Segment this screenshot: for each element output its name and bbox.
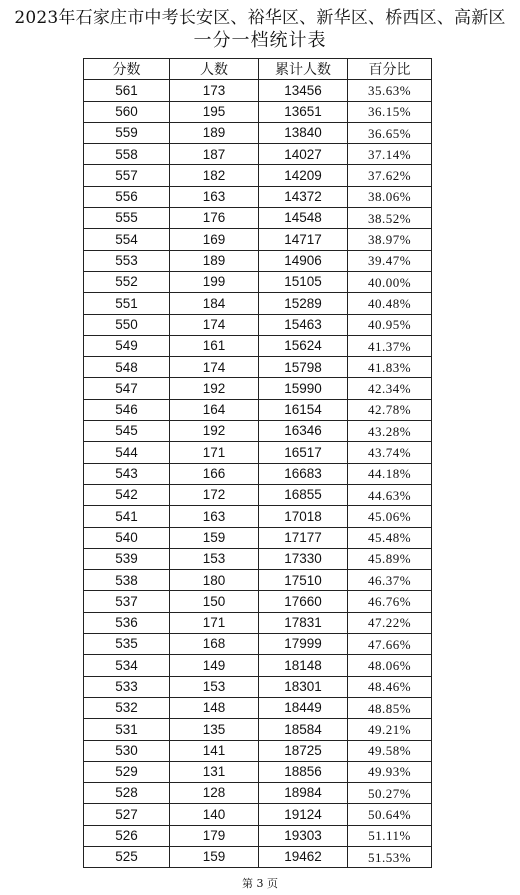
cumulative-cell: 17660 bbox=[259, 591, 348, 612]
table-row bbox=[84, 271, 432, 292]
table-row bbox=[84, 314, 432, 335]
count-cell: 195 bbox=[170, 101, 259, 122]
cumulative-cell: 14372 bbox=[259, 186, 348, 207]
score-cell: 541 bbox=[84, 506, 170, 527]
table-row bbox=[84, 421, 432, 442]
table-row bbox=[84, 335, 432, 356]
table-row bbox=[84, 442, 432, 463]
count-cell: 153 bbox=[170, 676, 259, 697]
cumulative-cell: 15624 bbox=[259, 335, 348, 356]
count-cell: 182 bbox=[170, 165, 259, 186]
cumulative-cell: 14906 bbox=[259, 250, 348, 271]
count-cell: 174 bbox=[170, 357, 259, 378]
table-row bbox=[84, 591, 432, 612]
percent-cell: 46.76% bbox=[348, 591, 432, 612]
score-cell: 542 bbox=[84, 484, 170, 505]
percent-cell: 38.06% bbox=[348, 186, 432, 207]
document-title: 2023年石家庄市中考长安区、裕华区、新华区、桥西区、高新区 bbox=[14, 8, 506, 28]
percent-cell: 47.22% bbox=[348, 612, 432, 633]
percent-cell: 40.48% bbox=[348, 293, 432, 314]
cumulative-cell: 14027 bbox=[259, 144, 348, 165]
cumulative-cell: 18584 bbox=[259, 719, 348, 740]
count-cell: 179 bbox=[170, 825, 259, 846]
count-cell: 171 bbox=[170, 442, 259, 463]
percent-cell: 36.65% bbox=[348, 122, 432, 143]
percent-cell: 50.27% bbox=[348, 783, 432, 804]
percent-cell: 37.14% bbox=[348, 144, 432, 165]
table-row bbox=[84, 186, 432, 207]
table-row bbox=[84, 719, 432, 740]
table-row bbox=[84, 378, 432, 399]
percent-cell: 48.46% bbox=[348, 676, 432, 697]
count-cell: 131 bbox=[170, 761, 259, 782]
column-header-count: 人数 bbox=[170, 59, 259, 80]
cumulative-cell: 19303 bbox=[259, 825, 348, 846]
table-row bbox=[84, 655, 432, 676]
table-row bbox=[84, 80, 432, 101]
count-cell: 161 bbox=[170, 335, 259, 356]
table-row bbox=[84, 208, 432, 229]
table-row bbox=[84, 783, 432, 804]
percent-cell: 37.62% bbox=[348, 165, 432, 186]
table-row bbox=[84, 122, 432, 143]
score-cell: 543 bbox=[84, 463, 170, 484]
table-row bbox=[84, 676, 432, 697]
cumulative-cell: 16517 bbox=[259, 442, 348, 463]
count-cell: 172 bbox=[170, 484, 259, 505]
cumulative-cell: 14717 bbox=[259, 229, 348, 250]
count-cell: 187 bbox=[170, 144, 259, 165]
score-cell: 526 bbox=[84, 825, 170, 846]
score-cell: 527 bbox=[84, 804, 170, 825]
table-row bbox=[84, 293, 432, 314]
table-row bbox=[84, 846, 432, 867]
score-cell: 559 bbox=[84, 122, 170, 143]
count-cell: 163 bbox=[170, 506, 259, 527]
count-cell: 189 bbox=[170, 250, 259, 271]
table-row bbox=[84, 634, 432, 655]
score-cell: 537 bbox=[84, 591, 170, 612]
percent-cell: 35.63% bbox=[348, 80, 432, 101]
table-row bbox=[84, 463, 432, 484]
count-cell: 141 bbox=[170, 740, 259, 761]
count-cell: 174 bbox=[170, 314, 259, 335]
score-cell: 536 bbox=[84, 612, 170, 633]
table-header-row bbox=[84, 59, 432, 80]
table-row bbox=[84, 357, 432, 378]
percent-cell: 50.64% bbox=[348, 804, 432, 825]
percent-cell: 51.53% bbox=[348, 846, 432, 867]
score-cell: 538 bbox=[84, 570, 170, 591]
table-row bbox=[84, 804, 432, 825]
cumulative-cell: 18725 bbox=[259, 740, 348, 761]
cumulative-cell: 13840 bbox=[259, 122, 348, 143]
cumulative-cell: 16154 bbox=[259, 399, 348, 420]
score-cell: 556 bbox=[84, 186, 170, 207]
table-row bbox=[84, 101, 432, 122]
table-row bbox=[84, 144, 432, 165]
score-cell: 558 bbox=[84, 144, 170, 165]
cumulative-cell: 16683 bbox=[259, 463, 348, 484]
percent-cell: 44.63% bbox=[348, 484, 432, 505]
percent-cell: 41.37% bbox=[348, 335, 432, 356]
table-row bbox=[84, 165, 432, 186]
percent-cell: 39.47% bbox=[348, 250, 432, 271]
percent-cell: 49.93% bbox=[348, 761, 432, 782]
cumulative-cell: 15105 bbox=[259, 271, 348, 292]
table-row bbox=[84, 761, 432, 782]
score-cell: 560 bbox=[84, 101, 170, 122]
score-cell: 530 bbox=[84, 740, 170, 761]
cumulative-cell: 17999 bbox=[259, 634, 348, 655]
count-cell: 150 bbox=[170, 591, 259, 612]
percent-cell: 36.15% bbox=[348, 101, 432, 122]
percent-cell: 46.37% bbox=[348, 570, 432, 591]
table-row bbox=[84, 506, 432, 527]
table-row bbox=[84, 570, 432, 591]
count-cell: 149 bbox=[170, 655, 259, 676]
score-cell: 540 bbox=[84, 527, 170, 548]
count-cell: 140 bbox=[170, 804, 259, 825]
score-cell: 534 bbox=[84, 655, 170, 676]
table-row bbox=[84, 527, 432, 548]
score-cell: 557 bbox=[84, 165, 170, 186]
document-subtitle: 一分一档统计表 bbox=[193, 30, 327, 51]
cumulative-cell: 18148 bbox=[259, 655, 348, 676]
cumulative-cell: 13651 bbox=[259, 101, 348, 122]
count-cell: 171 bbox=[170, 612, 259, 633]
percent-cell: 49.21% bbox=[348, 719, 432, 740]
score-cell: 555 bbox=[84, 208, 170, 229]
score-cell: 525 bbox=[84, 846, 170, 867]
cumulative-cell: 17831 bbox=[259, 612, 348, 633]
cumulative-cell: 19124 bbox=[259, 804, 348, 825]
score-cell: 529 bbox=[84, 761, 170, 782]
score-cell: 539 bbox=[84, 548, 170, 569]
score-cell: 535 bbox=[84, 634, 170, 655]
score-cell: 532 bbox=[84, 697, 170, 718]
percent-cell: 38.97% bbox=[348, 229, 432, 250]
table-row bbox=[84, 229, 432, 250]
score-cell: 544 bbox=[84, 442, 170, 463]
score-cell: 554 bbox=[84, 229, 170, 250]
column-header-percent: 百分比 bbox=[348, 59, 432, 80]
score-cell: 545 bbox=[84, 421, 170, 442]
score-cell: 550 bbox=[84, 314, 170, 335]
column-header-score: 分数 bbox=[84, 59, 170, 80]
percent-cell: 51.11% bbox=[348, 825, 432, 846]
percent-cell: 45.89% bbox=[348, 548, 432, 569]
percent-cell: 48.06% bbox=[348, 655, 432, 676]
cumulative-cell: 17177 bbox=[259, 527, 348, 548]
count-cell: 192 bbox=[170, 421, 259, 442]
score-distribution-table bbox=[83, 58, 432, 868]
count-cell: 199 bbox=[170, 271, 259, 292]
cumulative-cell: 15463 bbox=[259, 314, 348, 335]
percent-cell: 48.85% bbox=[348, 697, 432, 718]
score-cell: 528 bbox=[84, 783, 170, 804]
cumulative-cell: 14548 bbox=[259, 208, 348, 229]
table-row bbox=[84, 548, 432, 569]
cumulative-cell: 17330 bbox=[259, 548, 348, 569]
cumulative-cell: 18856 bbox=[259, 761, 348, 782]
score-cell: 553 bbox=[84, 250, 170, 271]
percent-cell: 44.18% bbox=[348, 463, 432, 484]
count-cell: 189 bbox=[170, 122, 259, 143]
count-cell: 184 bbox=[170, 293, 259, 314]
percent-cell: 42.34% bbox=[348, 378, 432, 399]
count-cell: 153 bbox=[170, 548, 259, 569]
count-cell: 163 bbox=[170, 186, 259, 207]
score-cell: 548 bbox=[84, 357, 170, 378]
count-cell: 159 bbox=[170, 846, 259, 867]
cumulative-cell: 16855 bbox=[259, 484, 348, 505]
cumulative-cell: 15289 bbox=[259, 293, 348, 314]
score-cell: 546 bbox=[84, 399, 170, 420]
percent-cell: 45.06% bbox=[348, 506, 432, 527]
percent-cell: 41.83% bbox=[348, 357, 432, 378]
percent-cell: 43.28% bbox=[348, 421, 432, 442]
cumulative-cell: 14209 bbox=[259, 165, 348, 186]
percent-cell: 45.48% bbox=[348, 527, 432, 548]
percent-cell: 38.52% bbox=[348, 208, 432, 229]
count-cell: 166 bbox=[170, 463, 259, 484]
table-row bbox=[84, 399, 432, 420]
percent-cell: 42.78% bbox=[348, 399, 432, 420]
count-cell: 164 bbox=[170, 399, 259, 420]
count-cell: 169 bbox=[170, 229, 259, 250]
count-cell: 135 bbox=[170, 719, 259, 740]
table-row bbox=[84, 740, 432, 761]
score-cell: 561 bbox=[84, 80, 170, 101]
column-header-cumulative: 累计人数 bbox=[259, 59, 348, 80]
table-row bbox=[84, 250, 432, 271]
percent-cell: 47.66% bbox=[348, 634, 432, 655]
cumulative-cell: 18984 bbox=[259, 783, 348, 804]
score-cell: 547 bbox=[84, 378, 170, 399]
table-row bbox=[84, 484, 432, 505]
cumulative-cell: 18449 bbox=[259, 697, 348, 718]
cumulative-cell: 15798 bbox=[259, 357, 348, 378]
score-cell: 549 bbox=[84, 335, 170, 356]
percent-cell: 40.95% bbox=[348, 314, 432, 335]
percent-cell: 43.74% bbox=[348, 442, 432, 463]
page-number: 第 3 页 bbox=[242, 877, 278, 890]
table-row bbox=[84, 612, 432, 633]
cumulative-cell: 15990 bbox=[259, 378, 348, 399]
cumulative-cell: 16346 bbox=[259, 421, 348, 442]
percent-cell: 40.00% bbox=[348, 271, 432, 292]
count-cell: 168 bbox=[170, 634, 259, 655]
cumulative-cell: 18301 bbox=[259, 676, 348, 697]
count-cell: 128 bbox=[170, 783, 259, 804]
score-cell: 531 bbox=[84, 719, 170, 740]
cumulative-cell: 17510 bbox=[259, 570, 348, 591]
count-cell: 173 bbox=[170, 80, 259, 101]
count-cell: 148 bbox=[170, 697, 259, 718]
cumulative-cell: 19462 bbox=[259, 846, 348, 867]
cumulative-cell: 17018 bbox=[259, 506, 348, 527]
table-row bbox=[84, 825, 432, 846]
count-cell: 192 bbox=[170, 378, 259, 399]
table-row bbox=[84, 697, 432, 718]
percent-cell: 49.58% bbox=[348, 740, 432, 761]
count-cell: 180 bbox=[170, 570, 259, 591]
count-cell: 159 bbox=[170, 527, 259, 548]
score-cell: 552 bbox=[84, 271, 170, 292]
score-cell: 533 bbox=[84, 676, 170, 697]
cumulative-cell: 13456 bbox=[259, 80, 348, 101]
score-cell: 551 bbox=[84, 293, 170, 314]
count-cell: 176 bbox=[170, 208, 259, 229]
